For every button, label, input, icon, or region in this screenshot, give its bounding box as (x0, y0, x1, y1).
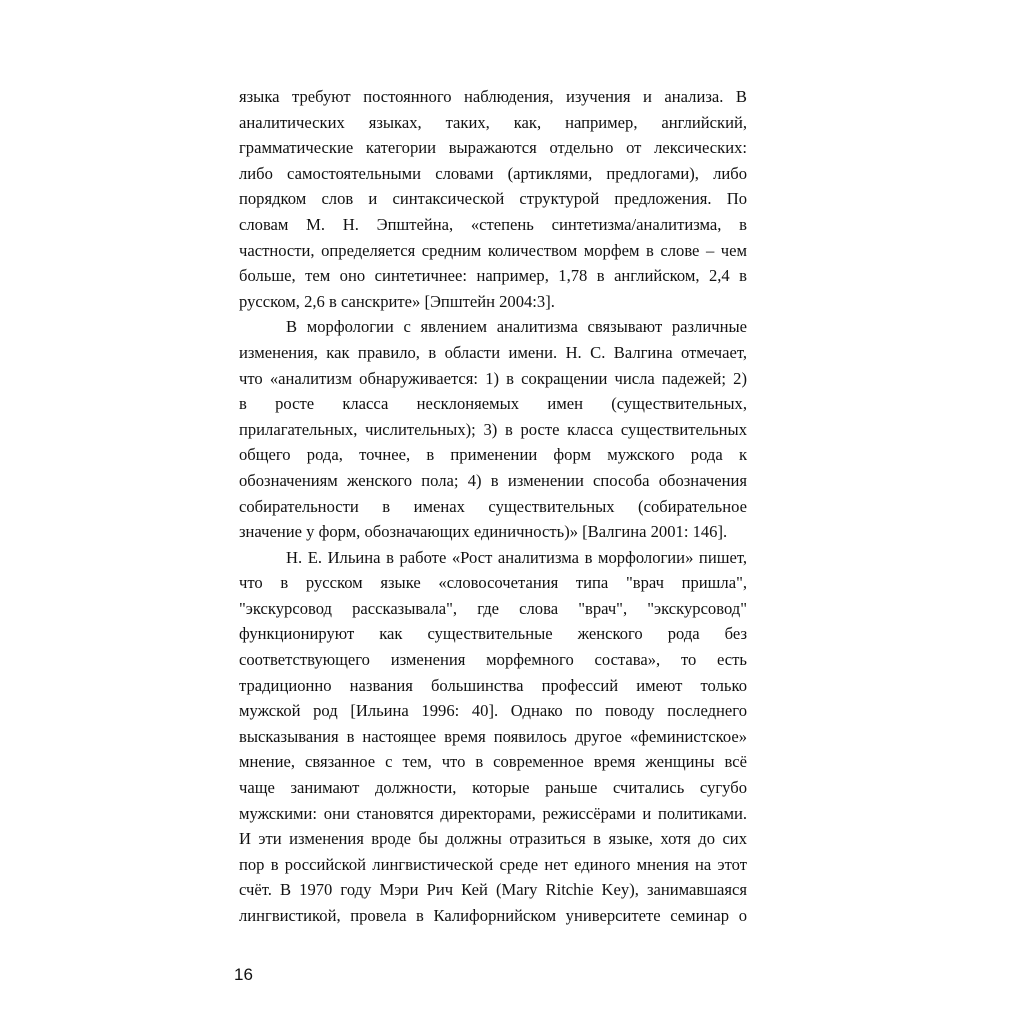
text-line: что в русском языке «словосочетания типа "врач пришла", (239, 573, 747, 593)
body-text (239, 84, 747, 929)
text-line: В морфологии с явлением аналитизма связывают различные (286, 317, 747, 337)
text-line: значение у форм, обозначающих единичность)» [Валгина 2001: 146]. (239, 522, 728, 542)
text-line: русском, 2,6 в санскрите» [Эпштейн 2004:3]. (239, 291, 555, 311)
text-line: собирательности в именах существительных (собирательное (239, 496, 747, 516)
paragraph-3 (239, 545, 747, 929)
text-line: мужскими: они становятся директорами, режиссёрами и политиками. (239, 803, 747, 823)
text-line: частности, определяется средним количеством морфем в слове – чем (239, 240, 747, 260)
text-line: грамматические категории выражаются отдельно от лексических: (239, 138, 747, 158)
text-line: больше, тем оно синтетичнее: например, 1,78 в английском, 2,4 в (239, 266, 747, 286)
text-line: прилагательных, числительных); 3) в росте класса существительных (239, 419, 747, 439)
text-line: И эти изменения вроде бы должны отразиться в языке, хотя до сих (239, 829, 747, 849)
text-line: обозначениям женского пола; 4) в изменении способа обозначения (239, 470, 747, 490)
text-line: словам М. Н. Эпштейна, «степень синтетизма/аналитизма, в (239, 214, 747, 234)
text-line: соответствующего изменения морфемного состава», то есть (239, 650, 747, 670)
text-line: общего рода, точнее, в применении форм мужского рода к (239, 445, 747, 465)
text-line: традиционно названия большинства профессий имеют только (239, 675, 747, 695)
paragraph-1 (239, 84, 747, 314)
text-line: "экскурсовод рассказывала", где слова "врач", "экскурсовод" (239, 598, 747, 618)
text-line: чаще занимают должности, которые раньше считались сугубо (239, 778, 747, 798)
text-line: порядком слов и синтаксической структурой предложения. По (239, 189, 747, 209)
text-line: мужской род [Ильина 1996: 40]. Однако по поводу последнего (239, 701, 747, 721)
text-line: пор в российской лингвистической среде нет единого мнения на этот (239, 854, 747, 874)
text-line: в росте класса несклоняемых имен (существительных, (239, 394, 747, 414)
text-line: высказывания в настоящее время появилось другое «феминистское» (239, 726, 747, 746)
text-line: счёт. В 1970 году Мэри Рич Кей (Mary Ritchie Key), занимавшаяся (239, 880, 747, 900)
page-number: 16 (234, 965, 253, 984)
text-line: либо самостоятельными словами (артиклями, предлогами), либо (239, 163, 747, 183)
text-line: что «аналитизм обнаруживается: 1) в сокращении числа падежей; 2) (239, 368, 747, 388)
text-line: лингвистикой, провела в Калифорнийском университете семинар о (239, 906, 747, 925)
text-line: изменения, как правило, в области имени. Н. С. Валгина отмечает, (239, 342, 747, 362)
text-line: Н. Е. Ильина в работе «Рост аналитизма в морфологии» пишет, (286, 547, 747, 567)
paragraph-2 (239, 314, 747, 544)
text-line: мнение, связанное с тем, что в современное время женщины всё (239, 752, 747, 772)
text-line: языка требуют постоянного наблюдения, изучения и анализа. В (239, 87, 747, 106)
text-line: аналитических языках, таких, как, например, английский, (239, 112, 747, 132)
text-line: функционируют как существительные женского рода без (239, 624, 747, 644)
